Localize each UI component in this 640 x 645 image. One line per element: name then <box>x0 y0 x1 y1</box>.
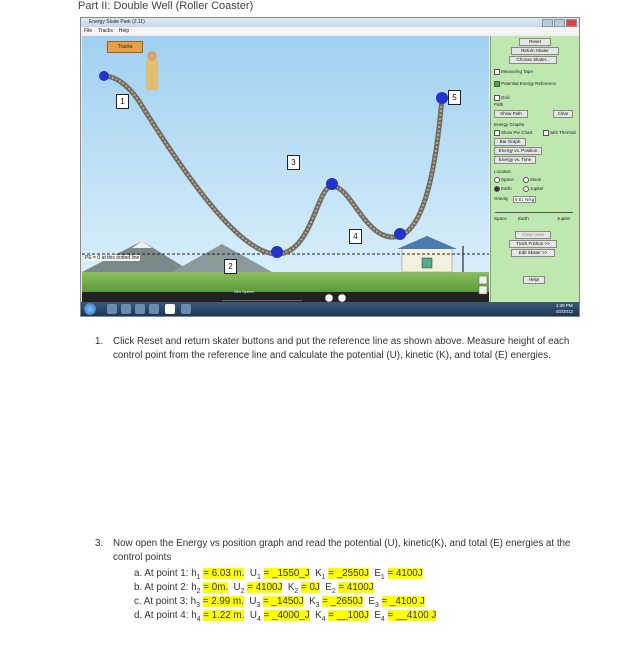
start-button[interactable] <box>84 303 96 315</box>
part-title: Part II: Double Well (Roller Coaster) <box>78 0 254 12</box>
location-space-option[interactable]: Space <box>494 177 514 183</box>
clear-path-button[interactable]: Clear <box>553 110 573 118</box>
taskbar <box>81 302 579 316</box>
pie-chart-option[interactable]: Show Pie Chart <box>494 130 532 136</box>
sim-speed-track <box>222 300 302 301</box>
show-path-button[interactable]: Show Path <box>494 110 528 118</box>
zoom-in-button <box>479 276 487 284</box>
choose-skater-button[interactable]: Choose Skater... <box>509 56 557 64</box>
word-icon[interactable] <box>165 304 175 314</box>
window-titlebar <box>81 18 579 27</box>
bar-graph-button[interactable]: Bar Graph <box>494 138 526 146</box>
clock-time: 1:39 PM <box>555 303 573 308</box>
paint-icon[interactable] <box>181 304 191 314</box>
question-1-text: Click Reset and return skater buttons and put the reference line as shown above. Measure height of each control point from the reference line and calculate the potential (U), kinetic (K), and total (E) energies. <box>113 336 570 361</box>
zoom-out-button <box>479 286 487 294</box>
control-handle-5 <box>436 92 448 104</box>
return-skater-button[interactable]: Return Skater <box>511 47 559 55</box>
height-1: = 6.03 m. <box>203 568 245 579</box>
reset-button[interactable]: Reset <box>519 38 551 46</box>
question-3-number: 3. <box>95 538 104 549</box>
earth-radio[interactable] <box>494 186 500 192</box>
clear-heat-button[interactable]: Clear Heat <box>515 231 551 239</box>
gravity-scale-earth: Earth <box>518 216 529 221</box>
thermal-checkbox[interactable] <box>543 130 549 136</box>
edit-skater-button[interactable]: Edit Skater >> <box>511 249 555 257</box>
location-jupiter-option[interactable]: Jupiter <box>523 186 544 192</box>
simulation-screenshot <box>80 17 580 317</box>
control-point-label-3: 3 <box>287 155 300 170</box>
thermal-option[interactable]: with Thermal <box>543 130 576 136</box>
height-4: = 1.22 m. <box>203 610 245 621</box>
answer-point-2: b. At point 2: $h_2 = 0m$. $U_2 = 4100J$ $K_2 = 0J$ $E_2 = 4100J$ <box>134 582 374 595</box>
app-icon[interactable] <box>149 304 159 314</box>
clock-date: 4/2/2012 <box>555 309 573 314</box>
location-label: Location <box>494 169 512 174</box>
pie-chart-checkbox[interactable] <box>494 130 500 136</box>
answer-point-1: a. At point 1: $h_1 = 6.03$ m. $U_1$ = _1550_J $K_1$ = _2550J $E_1 = 4100J$ <box>134 568 423 581</box>
close-button[interactable] <box>566 19 577 27</box>
gravity-scale-jupiter: Jupiter <box>557 216 571 221</box>
kinetic-4: = __100J <box>328 610 369 621</box>
energy-vs-position-button[interactable]: Energy vs. Position <box>494 147 542 155</box>
skater-head <box>147 51 157 61</box>
answer-point-4: d. At point 4: $h_4 = 1.22$ m. $U_4$ = _4000_J $K_4$ = __100J $E_4$ = __4100 J <box>134 610 437 623</box>
gravity-value-field[interactable]: 9.81 N/kg <box>515 197 535 202</box>
location-moon-option[interactable]: Moon <box>523 177 541 183</box>
media-icon[interactable] <box>135 304 145 314</box>
house-window <box>422 258 432 268</box>
pole <box>462 246 464 272</box>
skater <box>146 60 158 90</box>
question-3-text: Now open the Energy vs position graph and read the potential (U), kinetic(K), and total (E) energies at the control points <box>113 538 571 563</box>
height-2: = 0m. <box>203 582 229 593</box>
kinetic-1: = _2550J <box>328 568 369 579</box>
control-point-label-1: 1 <box>116 94 129 109</box>
total-1: = 4100J <box>387 568 423 579</box>
measuring-tape-checkbox[interactable] <box>494 69 500 75</box>
grid-checkbox[interactable] <box>494 95 500 101</box>
location-earth-option[interactable]: Earth <box>494 186 512 192</box>
window-title: Energy Skate Park (2.11) <box>89 19 145 25</box>
browser-icon[interactable] <box>107 304 117 314</box>
explorer-icon[interactable] <box>121 304 131 314</box>
menu-help[interactable]: Help <box>118 28 130 34</box>
gravity-scale-space: Space <box>494 216 507 221</box>
pe-reference-label: PE = 0 at this dotted line <box>85 255 140 261</box>
kinetic-2: = 0J <box>301 582 320 593</box>
kinetic-3: = _2650J <box>322 596 363 607</box>
energy-graphs-label: Energy Graphs <box>494 122 525 127</box>
question-1-number: 1. <box>95 336 104 347</box>
system-clock <box>555 303 573 315</box>
tracks-button[interactable]: Tracks <box>107 41 143 53</box>
answer-point-3: c. At point 3: $h_3 = 2.99$ m. $U_3$ = _1450J $K_3$ = _2650J $E_3$ = _4100 J <box>134 596 425 609</box>
gravity-slider[interactable] <box>495 212 573 213</box>
control-point-label-4: 4 <box>349 229 362 244</box>
moon-radio[interactable] <box>523 177 529 183</box>
sim-scene <box>82 36 489 302</box>
gravity-label: Gravity <box>494 196 509 201</box>
control-handle-1 <box>99 71 109 81</box>
menu-tracks[interactable]: Tracks <box>98 28 113 34</box>
sim-speed-label: Sim Speed <box>234 289 254 294</box>
total-2: = 4100J <box>338 582 374 593</box>
control-handle-3 <box>326 178 338 190</box>
control-handle-2 <box>271 246 283 258</box>
potential-1: = _1550_J <box>263 568 310 579</box>
space-radio[interactable] <box>494 177 500 183</box>
step-button <box>338 294 346 302</box>
pe-reference-option[interactable]: Potential Energy Reference <box>494 81 556 87</box>
jupiter-radio[interactable] <box>523 186 529 192</box>
track-friction-button[interactable]: Track Friction >> <box>509 240 557 248</box>
control-point-label-5: 5 <box>448 90 461 105</box>
potential-2: = 4100J <box>247 582 283 593</box>
minimize-button[interactable] <box>542 19 553 27</box>
control-panel <box>490 36 579 302</box>
menu-bar <box>81 27 579 35</box>
potential-4: = _4000_J <box>263 610 310 621</box>
path-label: Path <box>494 102 504 107</box>
energy-vs-time-button[interactable]: Energy vs. Time <box>494 156 536 164</box>
total-4: = __4100 J <box>387 610 437 621</box>
measuring-tape-option[interactable]: Measuring Tape <box>494 69 533 75</box>
pe-reference-checkbox[interactable] <box>494 81 500 87</box>
play-button <box>325 294 333 302</box>
menu-file[interactable]: File <box>84 28 93 34</box>
help-button[interactable]: Help! <box>523 276 545 284</box>
height-3: = 2.99 m. <box>202 596 244 607</box>
potential-3: = _1450J <box>263 596 304 607</box>
grid-option[interactable]: Grid <box>494 95 510 101</box>
simulation-canvas[interactable] <box>82 36 489 302</box>
grass <box>82 272 489 292</box>
control-point-label-2: 2 <box>224 259 237 274</box>
total-3: = _4100 J <box>381 596 425 607</box>
maximize-button[interactable] <box>554 19 565 27</box>
control-handle-4 <box>394 228 406 240</box>
